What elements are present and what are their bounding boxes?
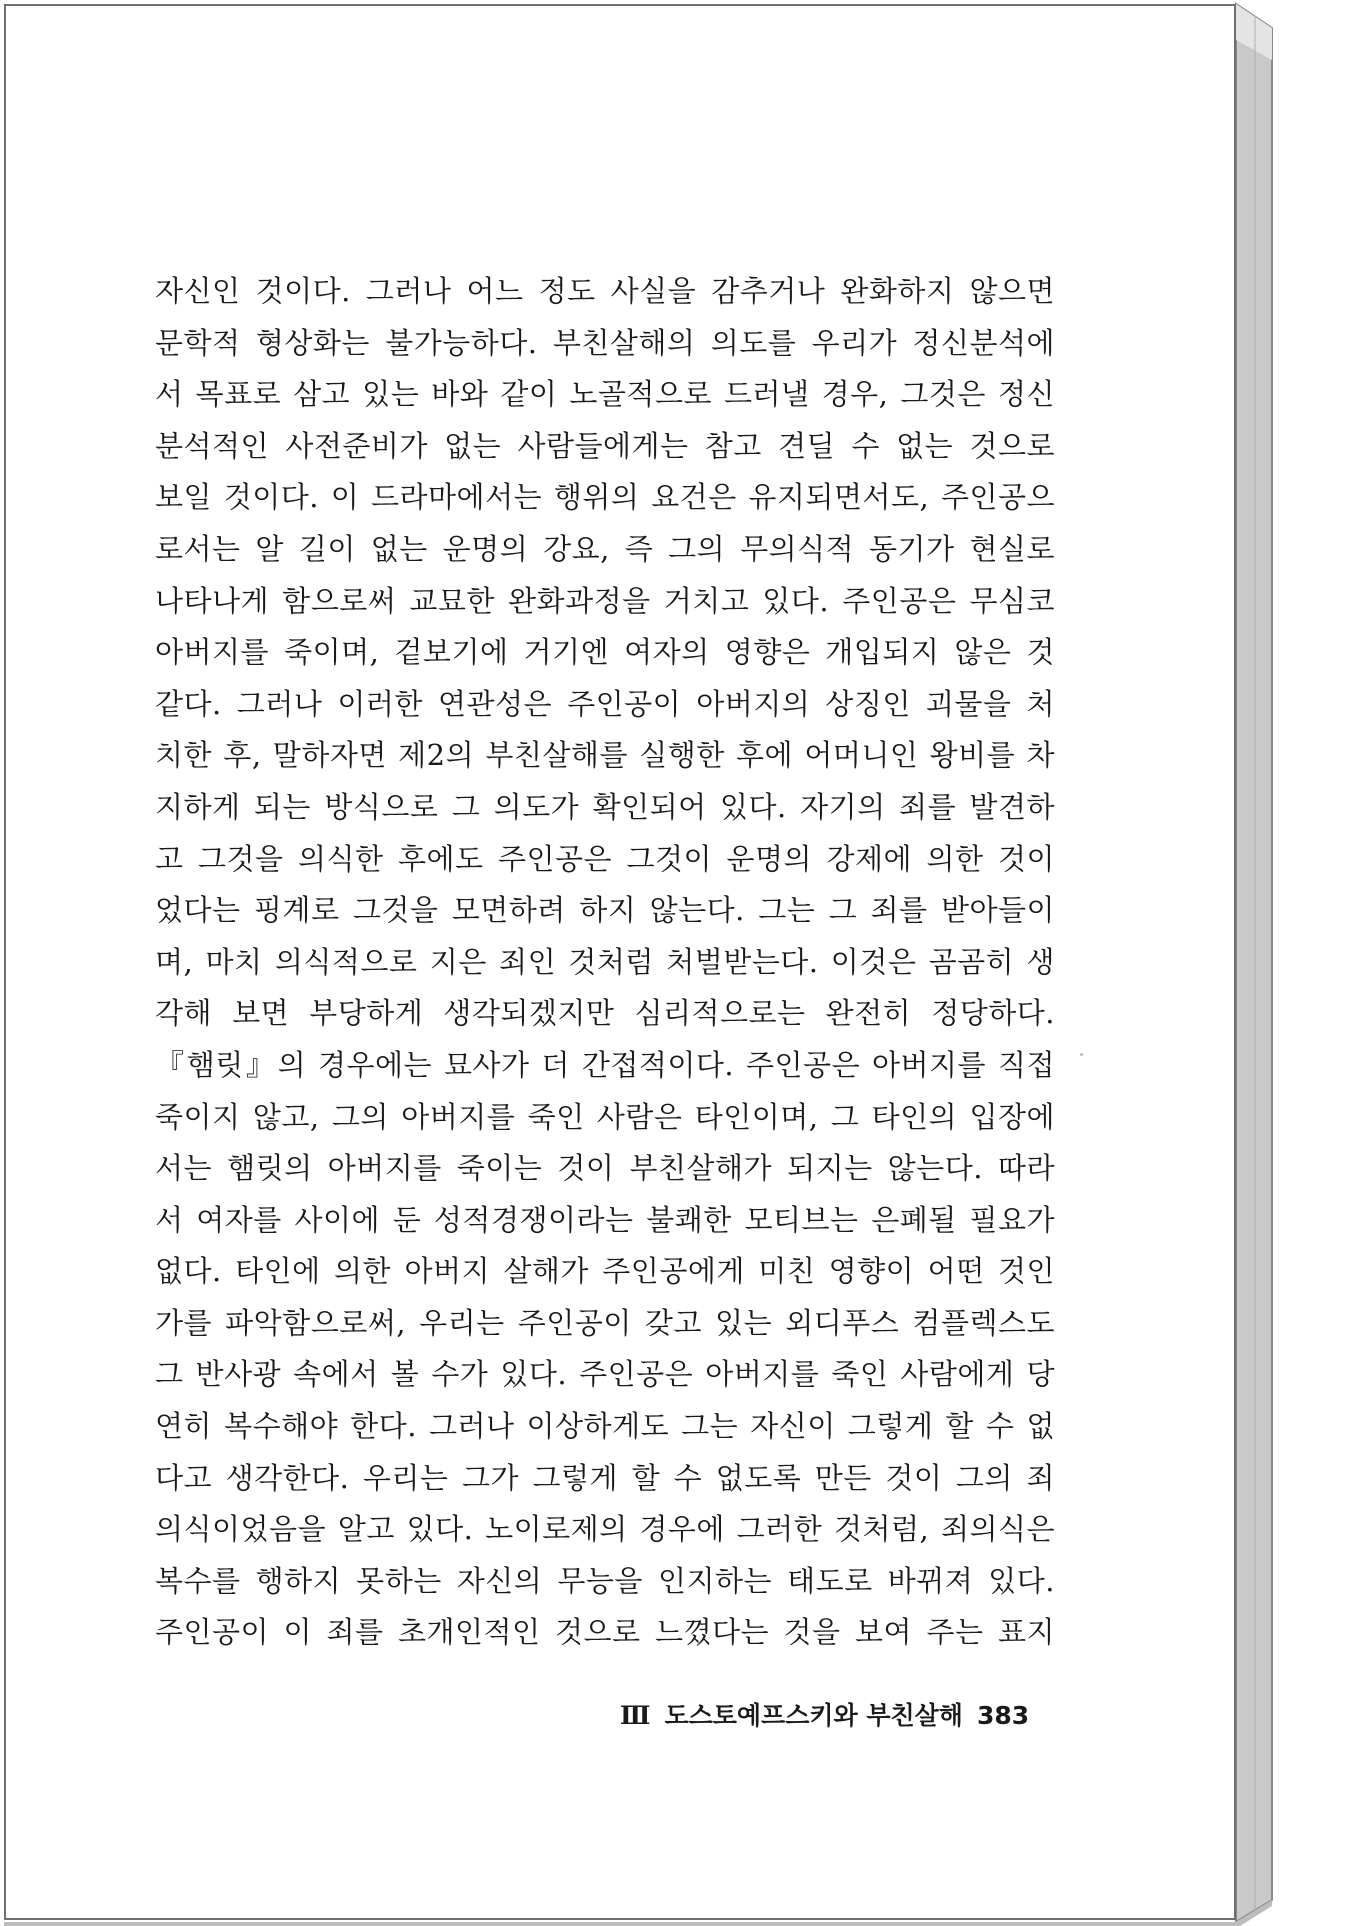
- text-line: 나타나게 함으로써 교묘한 완화과정을 거치고 있다. 주인공은 무심코: [155, 583, 1055, 618]
- text-line: 각해 보면 부당하게 생각되겠지만 심리적으로는 완전히 정당하다.: [155, 996, 1055, 1031]
- page-number: 383: [976, 1701, 1030, 1730]
- text-line: 의식이었음을 알고 있다. 노이로제의 경우에 그러한 것처럼, 죄의식은: [155, 1512, 1055, 1547]
- text-line: 문학적 형상화는 불가능하다. 부친살해의 의도를 우리가 정신분석에: [155, 325, 1055, 360]
- text-line: 같다. 그러나 이러한 연관성은 주인공이 아버지의 상징인 괴물을 처: [155, 686, 1055, 721]
- running-footer: [620, 1696, 1030, 1732]
- text-line: 분석적인 사전준비가 없는 사람들에게는 참고 견딜 수 없는 것으로: [155, 428, 1055, 463]
- chapter-title: 도스토예프스키와 부친살해: [664, 1701, 963, 1730]
- text-line: 서는 햄릿의 아버지를 죽이는 것이 부친살해가 되지는 않는다. 따라: [155, 1151, 1055, 1186]
- text-line: 지하게 되는 방식으로 그 의도가 확인되어 있다. 자기의 죄를 발견하: [155, 789, 1055, 824]
- text-line: 주인공이 이 죄를 초개인적인 것으로 느꼈다는 것을 보여 주는 표지: [155, 1615, 1055, 1650]
- text-line: 치한 후, 말하자면 제2의 부친살해를 실행한 후에 어머니인 왕비를 차: [155, 738, 1055, 773]
- text-line: 그 반사광 속에서 볼 수가 있다. 주인공은 아버지를 죽인 사람에게 당: [155, 1357, 1055, 1392]
- text-line: 죽이지 않고, 그의 아버지를 죽인 사람은 타인이며, 그 타인의 입장에: [155, 1099, 1055, 1134]
- text-line: 복수를 행하지 못하는 자신의 무능을 인지하는 태도로 바뀌져 있다.: [155, 1563, 1055, 1598]
- text-line: 서 목표로 삼고 있는 바와 같이 노골적으로 드러낼 경우, 그것은 정신: [155, 377, 1055, 412]
- text-line: 연히 복수해야 한다. 그러나 이상하게도 그는 자신이 그렇게 할 수 없: [155, 1409, 1055, 1444]
- part-number: Ⅲ: [620, 1701, 651, 1730]
- text-line: 『햄릿』의 경우에는 묘사가 더 간접적이다. 주인공은 아버지를 직접: [155, 1047, 1055, 1082]
- text-line: 며, 마치 의식적으로 지은 죄인 것처럼 처벌받는다. 이것은 곰곰히 생: [155, 944, 1055, 979]
- text-line: 보일 것이다. 이 드라마에서는 행위의 요건은 유지되면서도, 주인공으: [155, 480, 1055, 515]
- text-line: 서 여자를 사이에 둔 성적경쟁이라는 불쾌한 모티브는 은폐될 필요가: [155, 1202, 1055, 1237]
- text-line: 었다는 핑계로 그것을 모면하려 하지 않는다. 그는 그 죄를 받아들이: [155, 893, 1055, 928]
- body-text: [155, 266, 1055, 1659]
- text-line: 자신인 것이다. 그러나 어느 정도 사실을 감추거나 완화하지 않으면: [155, 274, 1055, 308]
- text-line: 가를 파악함으로써, 우리는 주인공이 갖고 있는 외디푸스 컴플렉스도: [155, 1305, 1055, 1340]
- text-line: 없다. 타인에 의한 아버지 살해가 주인공에게 미친 영향이 어떤 것인: [155, 1254, 1055, 1289]
- text-line: 다고 생각한다. 우리는 그가 그렇게 할 수 없도록 만든 것이 그의 죄: [155, 1460, 1055, 1495]
- page-speck: [1080, 1053, 1083, 1056]
- text-line: 고 그것을 의식한 후에도 주인공은 그것이 운명의 강제에 의한 것이: [155, 841, 1055, 876]
- text-line: 아버지를 죽이며, 겉보기에 거기엔 여자의 영향은 개입되지 않은 것: [155, 635, 1055, 670]
- text-line: 로서는 알 길이 없는 운명의 강요, 즉 그의 무의식적 동기가 현실로: [155, 531, 1055, 566]
